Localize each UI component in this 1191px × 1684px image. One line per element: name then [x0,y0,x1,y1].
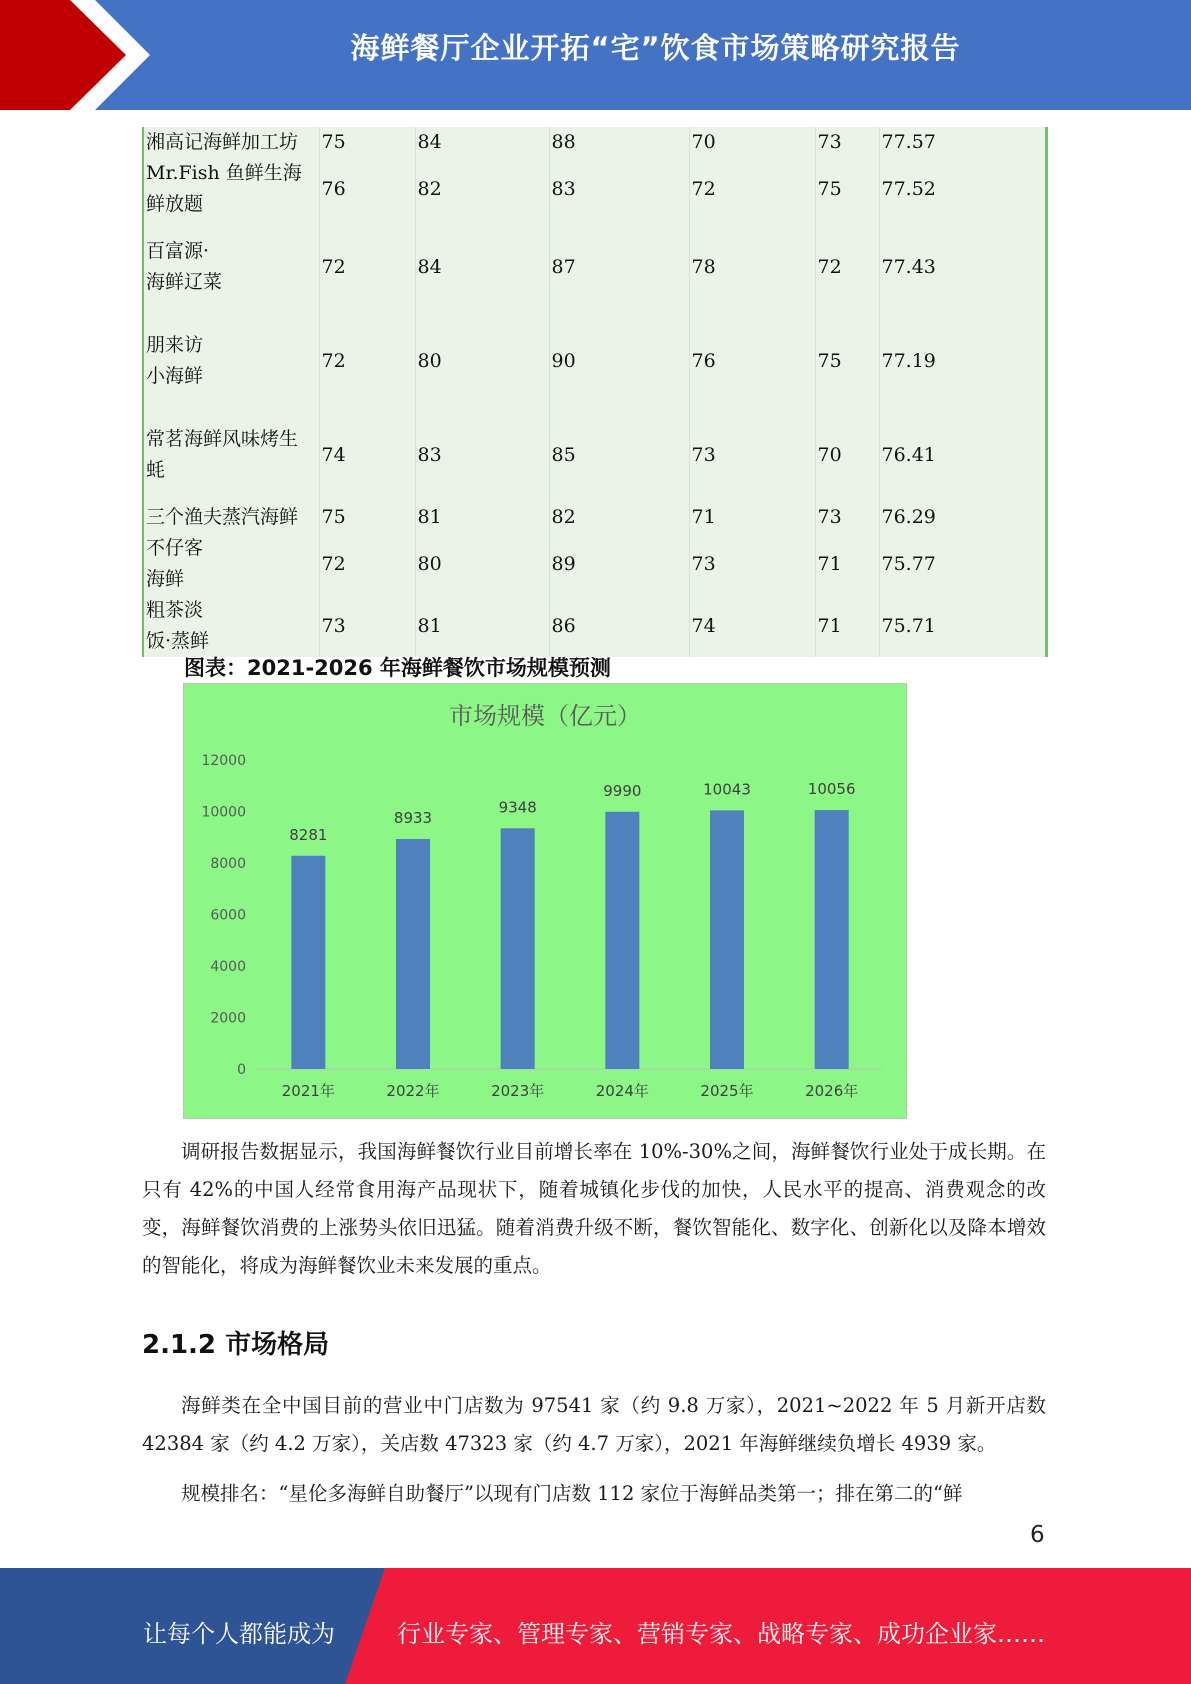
table-row [143,314,1047,408]
restaurant-name-line: 海鲜辽菜 [146,271,223,293]
paragraph-growth: 调研报告数据显示，我国海鲜餐饮行业目前增长率在 10%-30%之间，海鲜餐饮行业处于成长期。在只有 42%的中国人经常食用海产品现状下，随着城镇化步伐的加快，人民水平的提高、消费观念的改变，海鲜餐饮消费的上涨势头依旧迅猛。随着消费升级不断，餐饮智能化、数字化、创新化以及降本增效的智能化，将成为海鲜餐饮业未来发展的重点。 [142,1140,1046,1277]
cell-score: 82 [415,158,549,220]
y-tick-label: 6000 [210,907,246,924]
cell-score: 90 [549,314,689,408]
cell-score: 75 [319,127,415,158]
restaurant-name-line: 小海鲜 [146,365,204,387]
restaurant-name-line: Mr.Fish 鱼鲜生海 [146,162,302,184]
data-label: 10043 [703,780,751,799]
page-header [0,0,1191,110]
restaurant-name-line: 湘高记海鲜加工坊 [146,131,299,153]
bar [291,856,325,1069]
footer-slogan-left: 让每个人都能成为 [143,1620,335,1648]
page-number: 6 [1030,1522,1045,1548]
restaurant-name-line: 常茗海鲜风味烤生 [146,428,299,450]
cell-score: 76 [689,314,815,408]
cell-score: 87 [549,220,689,314]
cell-score: 81 [415,595,549,657]
cell-score: 71 [815,595,879,657]
table-row [143,158,1047,220]
cell-score: 86 [549,595,689,657]
cell-score: 72 [319,314,415,408]
cell-restaurant-name [143,533,319,595]
x-tick-label: 2024年 [595,1082,649,1100]
header-title: 海鲜餐厅企业开拓“宅”饮食市场策略研究报告 [350,31,961,65]
data-label: 10056 [807,780,856,799]
cell-score: 88 [549,127,689,158]
bar [605,812,639,1069]
cell-score: 73 [319,595,415,657]
y-tick-label: 12000 [201,753,246,769]
header-arrow-decoration [0,0,160,110]
cell-score: 83 [549,158,689,220]
bar [710,810,744,1069]
cell-score: 75 [815,314,879,408]
footer-slogan-right: 行业专家、管理专家、营销专家、战略专家、成功企业家…… [397,1620,1045,1648]
cell-restaurant-name [143,595,319,657]
cell-score: 84 [415,127,549,158]
table-row [143,408,1047,502]
cell-total-score: 77.52 [881,177,936,200]
restaurant-name-line: 朋来访 [146,334,204,356]
cell-score: 73 [689,408,815,502]
cell-score: 80 [415,314,549,408]
chart-caption: 图表：2021-2026 年海鲜餐饮市场规模预测 [184,656,611,680]
x-tick-label: 2025年 [700,1082,754,1100]
cell-score: 71 [689,502,815,533]
table-body [143,127,1047,657]
y-tick-label: 0 [237,1062,246,1078]
y-tick-label: 10000 [201,804,246,821]
section-heading: 2.1.2 市场格局 [142,1330,330,1360]
data-label: 9990 [603,781,642,800]
cell-restaurant-name [143,220,319,314]
cell-total-score: 75.77 [881,552,936,575]
restaurant-name-line: 粗茶淡 [146,599,204,621]
paragraph-ranking: 规模排名：“星伦多海鲜自助餐厅”以现有门店数 112 家位于海鲜品类第一；排在第二的“鲜 [181,1482,963,1505]
cell-total-score: 75.71 [881,614,936,637]
cell-score: 78 [689,220,815,314]
restaurant-name-line: 百富源· [146,240,210,262]
cell-score: 70 [689,127,815,158]
market-size-chart [183,683,907,1119]
cell-total-score: 76.41 [881,443,936,466]
restaurant-name-line: 海鲜 [146,568,185,590]
cell-restaurant-name [143,127,319,158]
restaurant-name-line: 三个渔夫蒸汽海鲜 [146,506,299,528]
y-tick-label: 4000 [210,959,246,975]
restaurant-name-line: 不仔客 [146,537,204,559]
cell-score: 75 [319,502,415,533]
cell-score: 70 [815,408,879,502]
y-tick-label: 2000 [210,1010,246,1027]
data-label: 8281 [289,825,328,844]
cell-score: 72 [319,220,415,314]
restaurant-name-line: 饭·蒸鲜 [146,630,210,652]
y-tick-label: 8000 [210,856,246,872]
cell-score: 84 [415,220,549,314]
cell-restaurant-name [143,408,319,502]
cell-restaurant-name [143,314,319,408]
cell-score: 80 [415,533,549,595]
x-tick-label: 2022年 [386,1082,440,1100]
paragraph-store-counts: 海鲜类在全中国目前的营业中门店数为 97541 家（约 9.8 万家），2021~2022 年 5 月新开店数 42384 家（约 4.2 万家），关店数 47323 家（约 4.7 万家），2021 年海鲜继续负增长 4939 家。 [142,1394,1046,1455]
cell-score: 85 [549,408,689,502]
cell-score: 72 [689,158,815,220]
cell-score: 74 [319,408,415,502]
cell-score: 72 [815,220,879,314]
table-row [143,220,1047,314]
cell-score: 82 [549,502,689,533]
table-row [143,595,1047,657]
cell-score: 81 [415,502,549,533]
x-tick-label: 2023年 [491,1082,545,1100]
cell-score: 72 [319,533,415,595]
table-row [143,127,1047,158]
cell-total-score: 77.43 [881,255,936,278]
chart-svg [184,684,906,1118]
cell-score: 75 [815,158,879,220]
restaurant-score-table [142,127,1048,657]
chart-title: 市场规模（亿元） [449,702,641,730]
data-label: 8933 [393,808,433,827]
cell-score: 73 [689,533,815,595]
bar [396,839,430,1069]
cell-restaurant-name [143,502,319,533]
bar [815,810,849,1069]
cell-score: 73 [815,127,879,158]
data-label: 9348 [498,798,537,817]
cell-score: 76 [319,158,415,220]
cell-score: 89 [549,533,689,595]
x-tick-label: 2026年 [805,1082,859,1100]
x-tick-label: 2021年 [281,1082,335,1100]
restaurant-name-line: 鲜放题 [146,193,204,215]
cell-total-score: 77.19 [881,349,936,372]
restaurant-name-line: 蚝 [146,459,166,481]
table-row [143,533,1047,595]
cell-score: 74 [689,595,815,657]
cell-total-score: 77.57 [881,131,936,153]
cell-score: 73 [815,502,879,533]
page-footer [0,1568,1191,1684]
table-row [143,502,1047,533]
cell-total-score: 76.29 [881,506,936,528]
cell-score: 83 [415,408,549,502]
cell-score: 71 [815,533,879,595]
cell-restaurant-name [143,158,319,220]
bar [501,828,535,1069]
